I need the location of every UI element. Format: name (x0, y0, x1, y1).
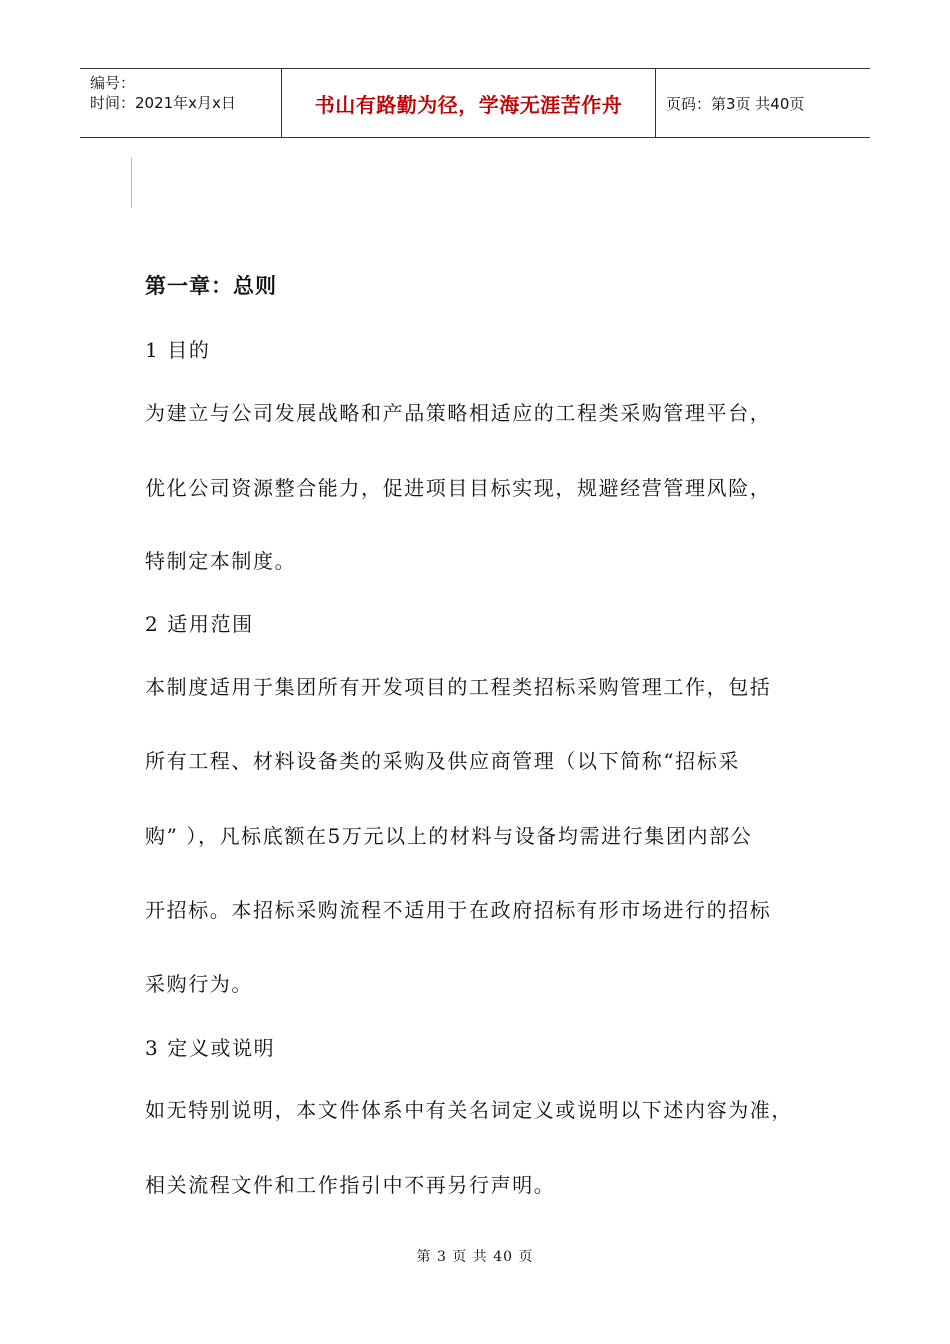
page-footer: 第 3 页 共 40 页 (416, 1249, 534, 1265)
paragraph-line: 相关流程文件和工作指引中不再另行声明。 (145, 1173, 556, 1197)
margin-rule (131, 158, 132, 208)
section-heading-2: 2 适用范围 (145, 612, 254, 636)
page-header (80, 68, 870, 138)
paragraph-line: 特制定本制度。 (145, 549, 297, 573)
paragraph-line: 开招标。本招标采购流程不适用于在政府招标有形市场进行的招标 (145, 898, 772, 922)
paragraph-line: 为建立与公司发展战略和产品策略相适应的工程类采购管理平台， (145, 401, 772, 425)
paragraph-line: 所有工程、材料设备类的采购及供应商管理（以下简称“招标采 (145, 749, 741, 773)
section-heading-3: 3 定义或说明 (145, 1036, 276, 1060)
time-label: 时间：2021年x月x日 (90, 94, 236, 112)
header-motto: 书山有路勤为径，学海无涯苦作舟 (282, 69, 656, 137)
paragraph-line: 本制度适用于集团所有开发项目的工程类招标采购管理工作，包括 (145, 675, 772, 699)
paragraph-line: 优化公司资源整合能力，促进项目目标实现，规避经营管理风险， (145, 476, 772, 500)
section-heading-1: 1 目的 (145, 338, 211, 362)
header-meta (80, 69, 282, 137)
paragraph-line: 采购行为。 (145, 972, 253, 996)
chapter-title: 第一章：总则 (145, 274, 277, 298)
number-label: 编号： (90, 74, 136, 92)
header-page-info: 页码：第3页 共40页 (666, 94, 805, 113)
paragraph-line: 如无特别说明，本文件体系中有关名词定义或说明以下述内容为准， (145, 1098, 793, 1122)
paragraph-line: 购” ），凡标底额在5万元以上的材料与设备均需进行集团内部公 (145, 824, 753, 848)
